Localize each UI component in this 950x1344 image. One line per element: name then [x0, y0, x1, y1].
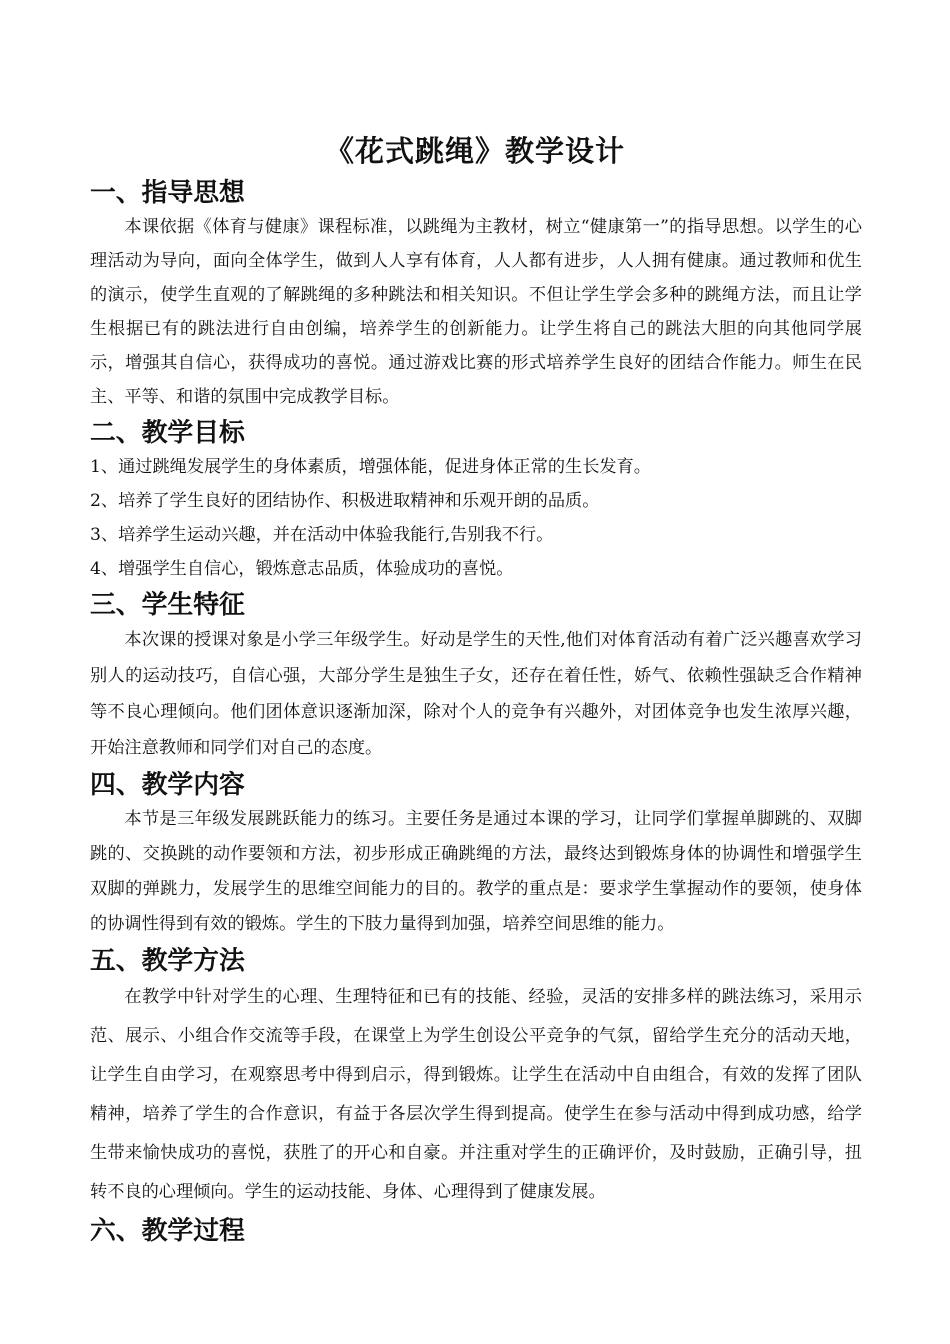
section-guiding-ideology — [90, 176, 862, 414]
section-teaching-methods — [90, 944, 862, 1212]
list-item: 1、通过跳绳发展学生的身体素质，增强体能，促进身体正常的生长发育。 — [90, 457, 651, 477]
document-title: 《花式跳绳》教学设计 — [324, 134, 625, 169]
section-paragraph: 本课依据《体育与健康》课程标准，以跳绳为主教材，树立“健康第一”的指导思想。以学生的心理活动为导向，面向全体学生，做到人人享有体育，人人都有进步，人人拥有健康。通过教师和优生的演示，使学生直观的了解跳绳的多种跳法和相关知识。不但让学生学会多种的跳绳方法，而且让学生根据已有的跳法进行自由创编，培养学生的创新能力。让学生将自己的跳法大胆的向其他同学展示，增强其自信心，获得成功的喜悦。通过游戏比赛的形式培养学生良好的团结合作能力。师生在民主、平等、和谐的氛围中完成教学目标。 — [90, 217, 862, 407]
section-heading: 二、教学目标 — [90, 418, 245, 448]
section-teaching-content — [90, 768, 862, 942]
document-body — [90, 176, 862, 1248]
list-item: 3、培养学生运动兴趣，并在活动中体验我能行,告别我不行。 — [90, 525, 554, 545]
section-student-characteristics — [90, 588, 862, 766]
section-heading: 六、教学过程 — [90, 1216, 245, 1246]
section-teaching-objectives — [90, 416, 862, 586]
section-paragraph: 本节是三年级发展跳跃能力的练习。主要任务是通过本课的学习，让同学们掌握单脚跳的、双脚跳的、交换跳的动作要领和方法，初步形成正确跳绳的方法，最终达到锻炼身体的协调性和增强学生双脚的弹跳力，发展学生的思维空间能力的目的。教学的重点是：要求学生掌握动作的要领，使身体的协调性得到有效的锻炼。学生的下肢力量得到加强，培养空间思维的能力。 — [90, 809, 862, 934]
list-item: 4、增强学生自信心，锻炼意志品质，体验成功的喜悦。 — [90, 559, 514, 579]
section-teaching-process — [90, 1214, 862, 1248]
section-heading: 一、指导思想 — [90, 178, 245, 208]
section-paragraph: 本次课的授课对象是小学三年级学生。好动是学生的天性,他们对体育活动有着广泛兴趣喜欢学习别人的运动技巧，自信心强，大部分学生是独生子女，还存在着任性，娇气、依赖性强缺乏合作精神等不良心理倾向。他们团体意识逐渐加深，除对个人的竞争有兴趣外，对团体竞争也发生浓厚兴趣，开始注意教师和同学们对自己的态度。 — [90, 630, 862, 758]
list-item: 2、培养了学生良好的团结协作、积极进取精神和乐观开朗的品质。 — [90, 491, 600, 511]
section-paragraph: 在教学中针对学生的心理、生理特征和已有的技能、经验，灵活的安排多样的跳法练习，采用示范、展示、小组合作交流等手段，在课堂上为学生创设公平竞争的气氛，留给学生充分的活动天地，让学生自由学习，在观察思考中得到启示，得到锻炼。让学生在活动中自由组合，有效的发挥了团队精神，培养了学生的合作意识，有益于各层次学生得到提高。使学生在参与活动中得到成功感，给学生带来愉快成功的喜悦，获胜了的开心和自豪。并注重对学生的正确评价，及时鼓励，正确引导，扭转不良的心理倾向。学生的运动技能、身体、心理得到了健康发展。 — [90, 987, 862, 1202]
section-heading: 五、教学方法 — [90, 946, 245, 976]
section-heading: 四、教学内容 — [90, 770, 245, 800]
section-heading: 三、学生特征 — [90, 590, 245, 620]
